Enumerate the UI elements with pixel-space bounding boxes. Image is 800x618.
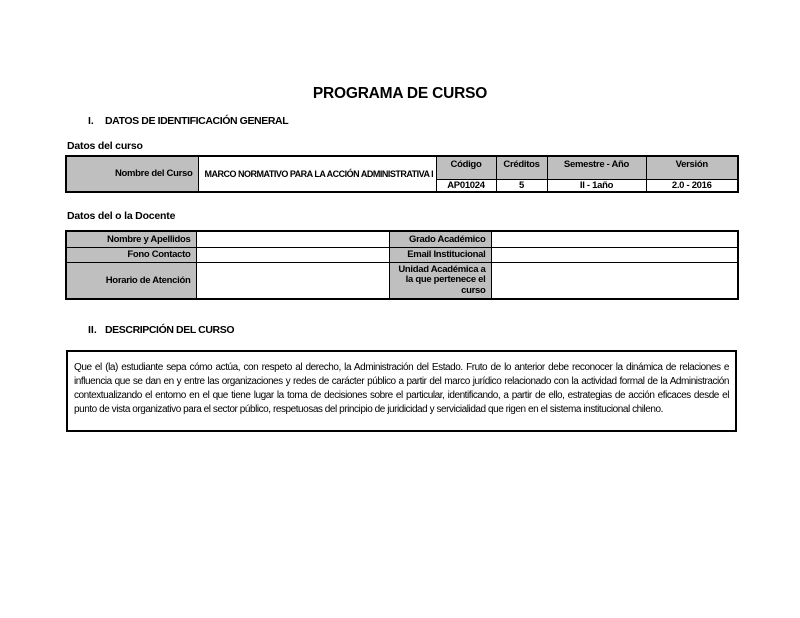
section-heading-descripcion	[88, 324, 234, 336]
codigo-value-cell: AP01024	[436, 179, 496, 192]
grado-academico-label-cell: Grado Académico	[389, 231, 491, 247]
course-description-text: Que el (la) estudiante sepa cómo actúa, con respeto al derecho, la Administración del Estado. Fruto de lo anterior debe reconocer la dinámica de relaciones e influencia que se dan en y entre las organizaciones y redes de carácter público a partir del marco jurídico relacionado con la actividad formal de la Administración contextualizando el entorno en el que tiene lugar la toma de decisiones sobre el particular, identificando, a partir de ello, estrategias de acción eficaces desde el punto de vista organizativo para el sector público, respetuosas del principio de juridicidad y servicialidad que rigen en el sistema institucional chileno.	[74, 362, 729, 415]
version-value-cell: 2.0 - 2016	[646, 179, 738, 192]
docente-row-2	[66, 247, 738, 262]
course-table-caption: Datos del curso	[67, 140, 143, 152]
creditos-header-cell: Créditos	[496, 156, 547, 179]
creditos-value-cell: 5	[496, 179, 547, 192]
course-name-value-cell: MARCO NORMATIVO PARA LA ACCIÓN ADMINISTRATIVA I	[198, 156, 436, 192]
section-numeral-2: II.	[88, 324, 97, 336]
semestre-header-cell: Semestre - Año	[547, 156, 646, 179]
section-heading-datos-identificacion	[88, 115, 288, 127]
course-description-box	[66, 350, 737, 432]
email-institucional-value-cell	[491, 247, 738, 262]
section-title-1: DATOS DE IDENTIFICACIÓN GENERAL	[105, 115, 289, 127]
fono-contacto-label-cell: Fono Contacto	[66, 247, 196, 262]
email-institucional-label-cell: Email Institucional	[389, 247, 491, 262]
section-numeral-1: I.	[88, 115, 94, 127]
version-header-cell: Versión	[646, 156, 738, 179]
codigo-header-cell: Código	[436, 156, 496, 179]
grado-academico-value-cell	[491, 231, 738, 247]
section-title-2: DESCRIPCIÓN DEL CURSO	[105, 324, 235, 336]
fono-contacto-value-cell	[196, 247, 389, 262]
unidad-academica-label-cell: Unidad Académica a la que pertenece el curso	[389, 262, 491, 299]
docente-row-1	[66, 231, 738, 247]
nombre-apellidos-label-cell: Nombre y Apellidos	[66, 231, 196, 247]
docente-table-caption: Datos del o la Docente	[67, 210, 176, 222]
page-title: PROGRAMA DE CURSO	[312, 85, 488, 102]
semestre-value-cell: II - 1año	[547, 179, 646, 192]
nombre-apellidos-value-cell	[196, 231, 389, 247]
unidad-academica-value-cell	[491, 262, 738, 299]
docente-row-3	[66, 262, 738, 299]
course-data-table	[65, 155, 739, 193]
course-name-label-cell: Nombre del Curso	[66, 156, 198, 192]
docente-data-table	[65, 230, 739, 300]
horario-atencion-value-cell	[196, 262, 389, 299]
horario-atencion-label-cell: Horario de Atención	[66, 262, 196, 299]
